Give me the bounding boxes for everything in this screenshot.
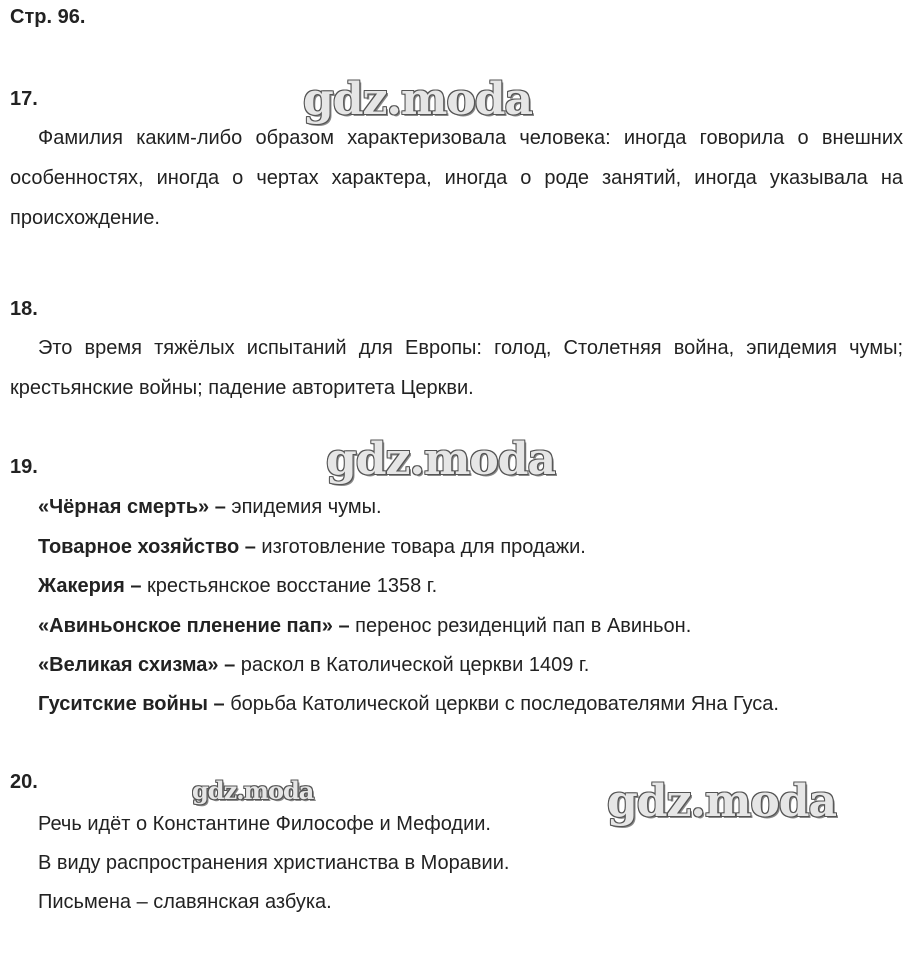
definition-text: эпидемия чумы.: [225, 496, 382, 518]
definition-item: [38, 652, 589, 678]
definition-text: раскол в Католической церкви 1409 г.: [235, 654, 590, 676]
answer-line: В виду распространения христианства в Моравии.: [38, 852, 510, 874]
task-18-text: Это время тяжёлых испытаний для Европы: голод, Столетняя война, эпидемия чумы; крестьянские войны; падение авторитета Церкви.: [10, 337, 903, 399]
task-18-number: 18.: [10, 298, 38, 320]
task-19-number: 19.: [10, 456, 38, 478]
definition-term: Жакерия –: [38, 575, 142, 597]
definition-term: Гуситские войны –: [38, 693, 225, 715]
definition-item: [38, 613, 691, 639]
task-20-number: 20.: [10, 771, 38, 793]
definition-item: [38, 573, 437, 599]
definition-text: перенос резиденций пап в Авиньон.: [349, 615, 692, 637]
definition-item: [38, 691, 779, 717]
definition-text: борьба Католической церкви с последователями Яна Гуса.: [224, 693, 779, 715]
definition-term: «Авиньонское пленение пап» –: [38, 615, 350, 637]
watermark-logo: gdz.moda: [192, 776, 314, 805]
definition-term: «Великая схизма» –: [38, 654, 236, 676]
watermark-logo: gdz.moda: [326, 434, 556, 485]
definition-term: «Чёрная смерть» –: [38, 496, 226, 518]
watermark-logo: gdz.moda: [303, 74, 533, 125]
definition-item: [38, 534, 586, 560]
definition-term: Товарное хозяйство –: [38, 536, 256, 558]
answer-line: Речь идёт о Константине Философе и Мефодии.: [38, 813, 491, 835]
page-ref: Стр. 96.: [10, 6, 86, 28]
task-17-text: Фамилия каким-либо образом характеризовала человека: иногда говорила о внешних особенностях, иногда о чертах характера, иногда о роде занятий, иногда указывала на происхождение.: [10, 127, 903, 229]
watermark-logo: gdz.moda: [607, 776, 837, 827]
definition-text: изготовление товара для продажи.: [255, 536, 586, 558]
definition-item: [38, 494, 382, 520]
definition-text: крестьянское восстание 1358 г.: [141, 575, 438, 597]
answer-line: Письмена – славянская азбука.: [38, 891, 332, 913]
task-17-number: 17.: [10, 88, 38, 110]
